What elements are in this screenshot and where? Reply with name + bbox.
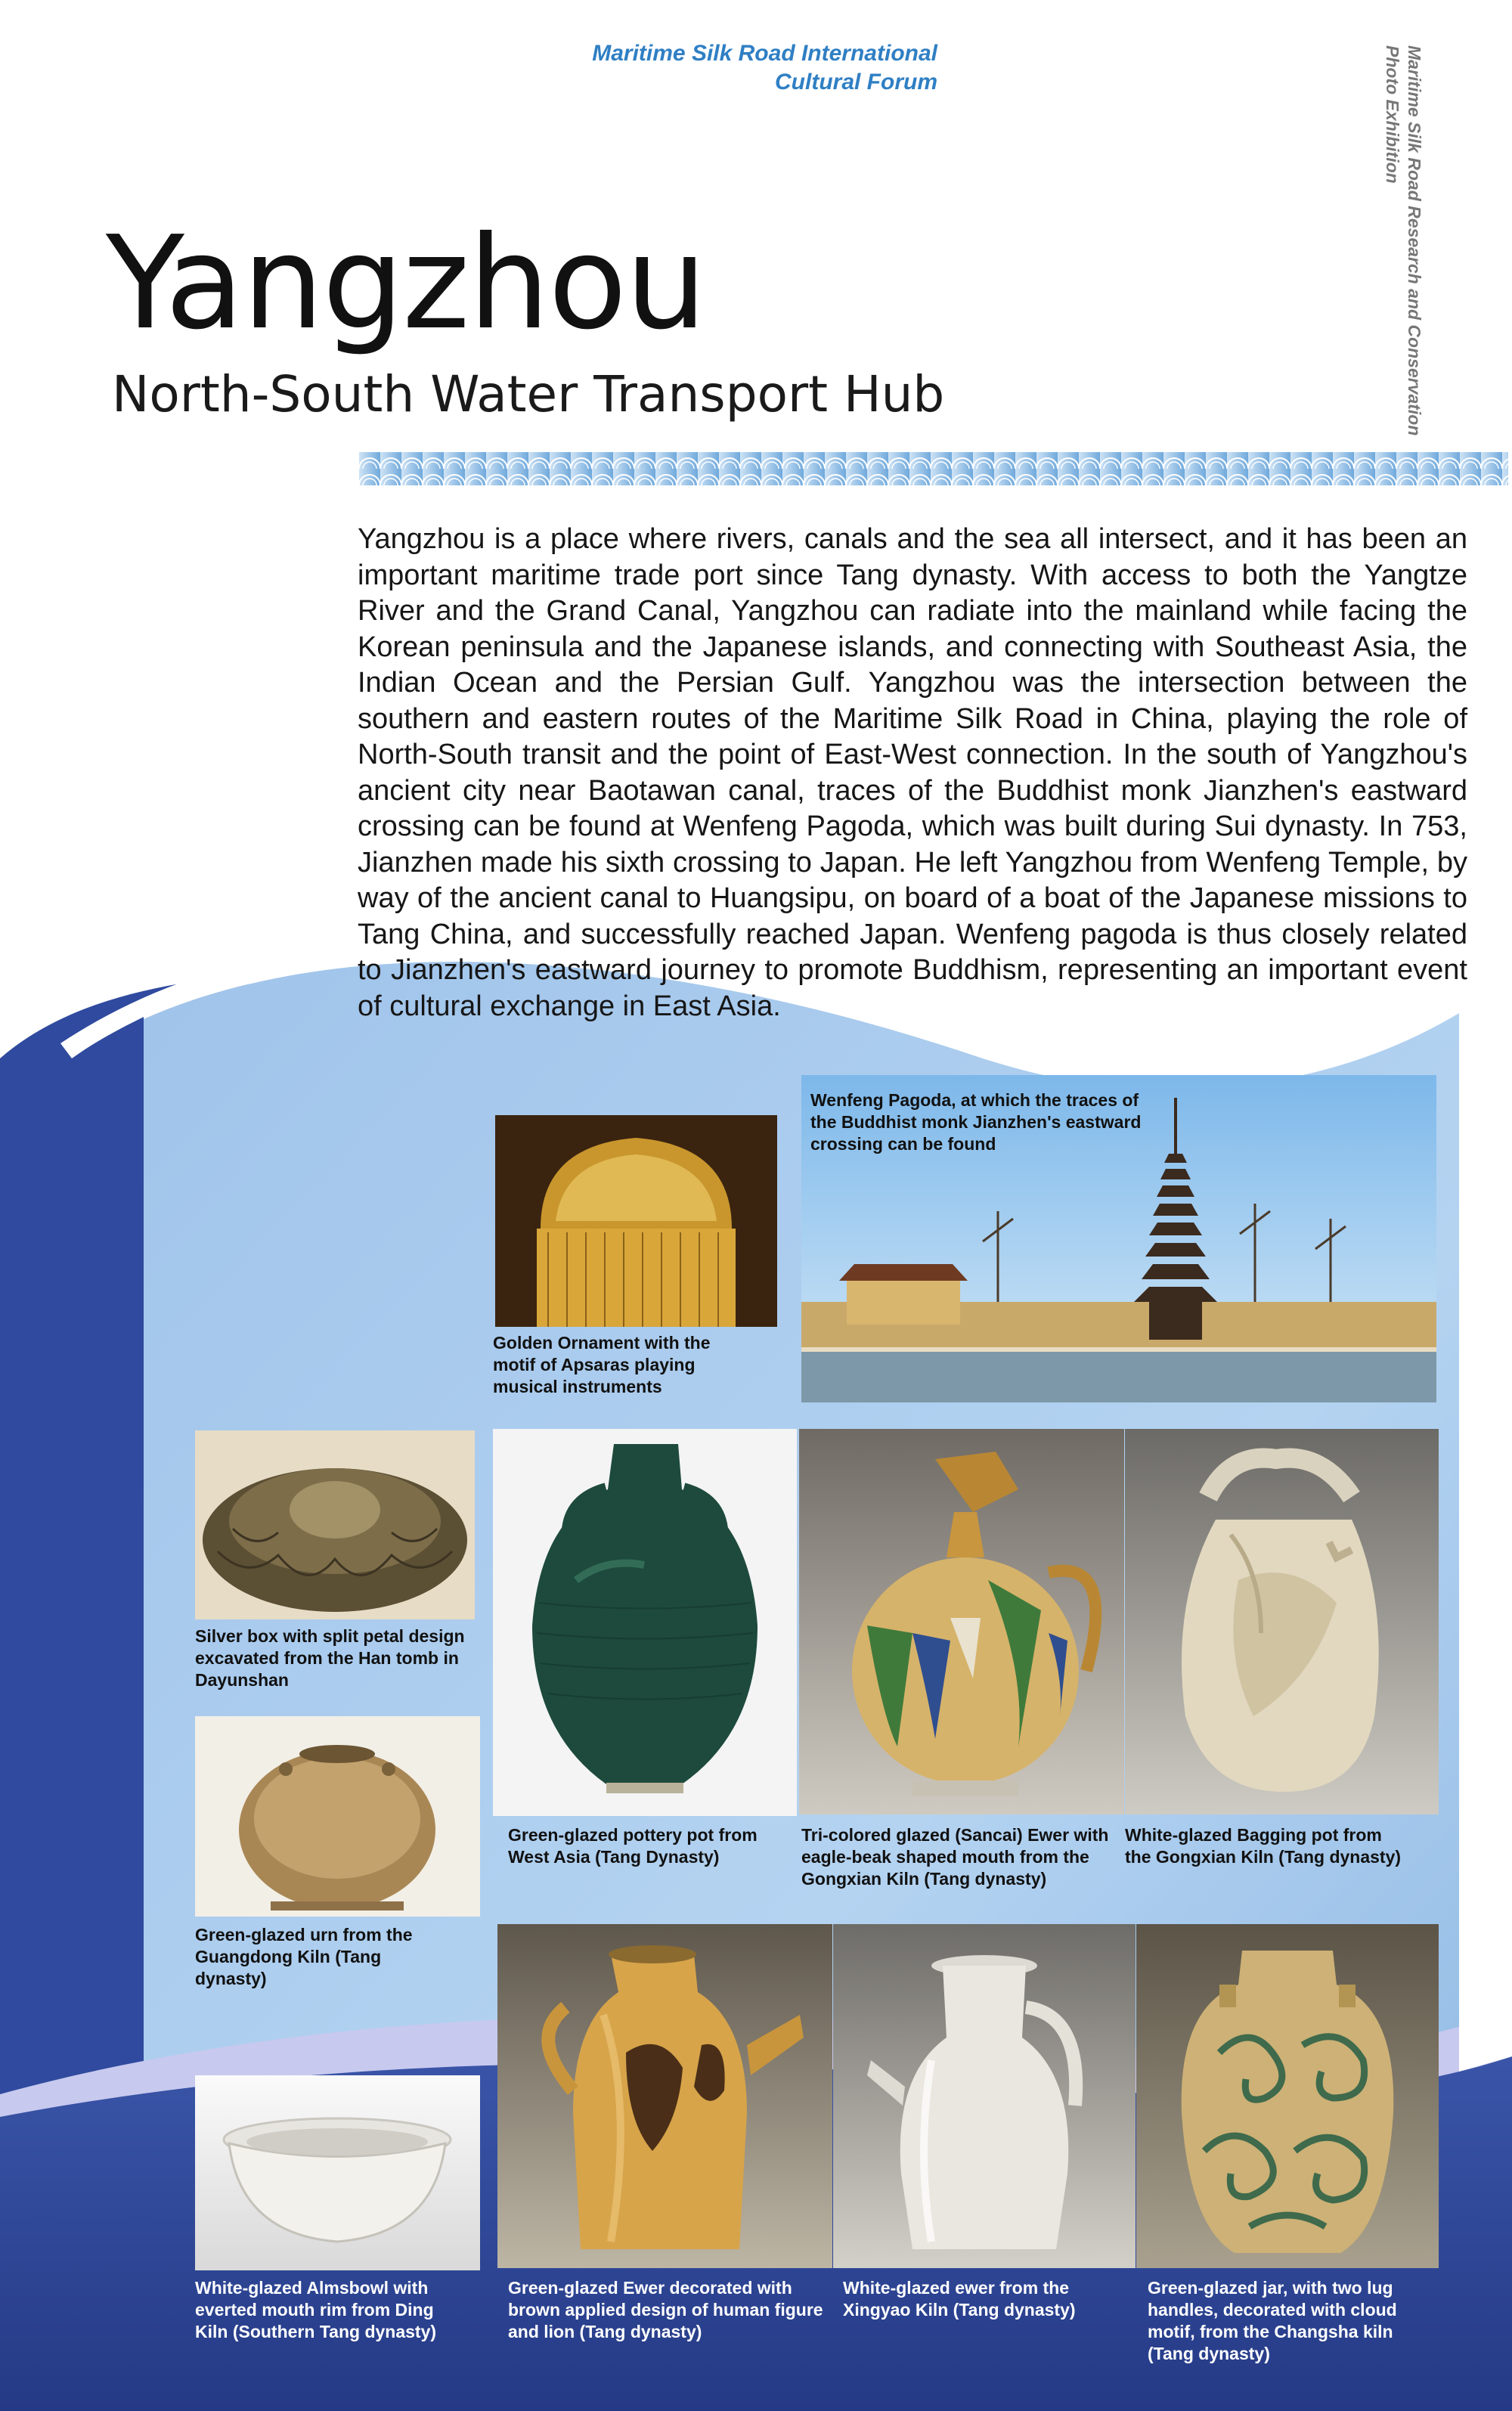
caption-sancai-ewer: Tri-colored glazed (Sancai) Ewer with eagle-beak shaped mouth from the Gongxian Kiln (Tang dynasty) — [801, 1825, 1109, 1889]
page-subtitle: North-South Water Transport Hub — [112, 365, 945, 423]
forum-name — [408, 39, 937, 97]
caption-cloud-jar: Green-glazed jar, with two lug handles, decorated with cloud motif, from the Changsha kiln (Tang dynasty) — [1148, 2278, 1397, 2363]
green-ewer-figure-photo — [497, 1924, 832, 2268]
bagging-pot-photo — [1125, 1429, 1439, 1814]
caption-white-ewer: White-glazed ewer from the Xingyao Kiln (Tang dynasty) — [843, 2278, 1076, 2320]
forum-line-1: Maritime Silk Road International — [592, 41, 937, 66]
sancai-ewer-photo — [799, 1429, 1124, 1814]
page-title: Yangzhou — [106, 209, 705, 358]
intro-paragraph: Yangzhou is a place where rivers, canals and the sea all intersect, and it has been an important maritime trade port since Tang dynasty. With access to both the Yangtze River and the Grand Canal, Yangzhou can radiate into the mainland while facing the Korean peninsula and the Japanese islands, and connecting with Southeast Asia, the Indian Ocean and the Persian Gulf. Yangzhou was the intersection between the southern and eastern routes of the Maritime Silk Road in China, playing the role of North-South transit and the point of East-West connection. In the south of Yangzhou's ancient city near Baotawan canal, traces of the Buddhist monk Jianzhen's eastward crossing can be found at Wenfeng Pagoda, which was built during Sui dynasty. In 753, Jianzhen made his sixth crossing to Japan. He left Yangzhou from Wenfeng Temple, by way of the ancient canal to Huangsipu, on board of a boat of the Japanese missions to Tang China, and successfully reached Japan. Wenfeng pagoda is thus closely related to Jianzhen's eastward journey to promote Buddhism, representing an important event of cultural exchange in East Asia. — [358, 523, 1467, 1022]
caption-wenfeng-pagoda: Wenfeng Pagoda, at which the traces of the Buddhist monk Jianzhen's eastward crossing can be found — [810, 1090, 1142, 1154]
green-pot-photo — [493, 1429, 797, 1816]
silver-box-photo — [195, 1430, 475, 1619]
caption-golden-ornament: Golden Ornament with the motif of Apsaras playing musical instruments — [493, 1333, 711, 1396]
green-urn-photo — [195, 1716, 480, 1917]
caption-silver-box: Silver box with split petal design excavated from the Han tomb in Dayunshan — [195, 1626, 465, 1690]
cloud-jar-photo — [1136, 1924, 1439, 2268]
golden-ornament-photo — [495, 1115, 777, 1327]
caption-bagging-pot: White-glazed Bagging pot from the Gongxian Kiln (Tang dynasty) — [1125, 1825, 1402, 1867]
forum-line-2: Cultural Forum — [775, 70, 937, 95]
caption-green-urn: Green-glazed urn from the Guangdong Kiln (Tang dynasty) — [195, 1925, 413, 1988]
caption-almsbowl: White-glazed Almsbowl with everted mouth rim from Ding Kiln (Southern Tang dynasty) — [195, 2278, 437, 2341]
caption-green-ewer-figure: Green-glazed Ewer decorated with brown applied design of human figure and lion (Tang dynasty) — [508, 2278, 823, 2341]
side-exhibition-label: Maritime Silk Road Research and Conservation Photo Exhibition — [1383, 45, 1424, 436]
almsbowl-photo — [195, 2075, 480, 2270]
white-ewer-photo — [833, 1924, 1136, 2268]
caption-green-pot: Green-glazed pottery pot from West Asia (Tang Dynasty) — [508, 1825, 758, 1867]
wave-pattern-band — [359, 452, 1508, 485]
